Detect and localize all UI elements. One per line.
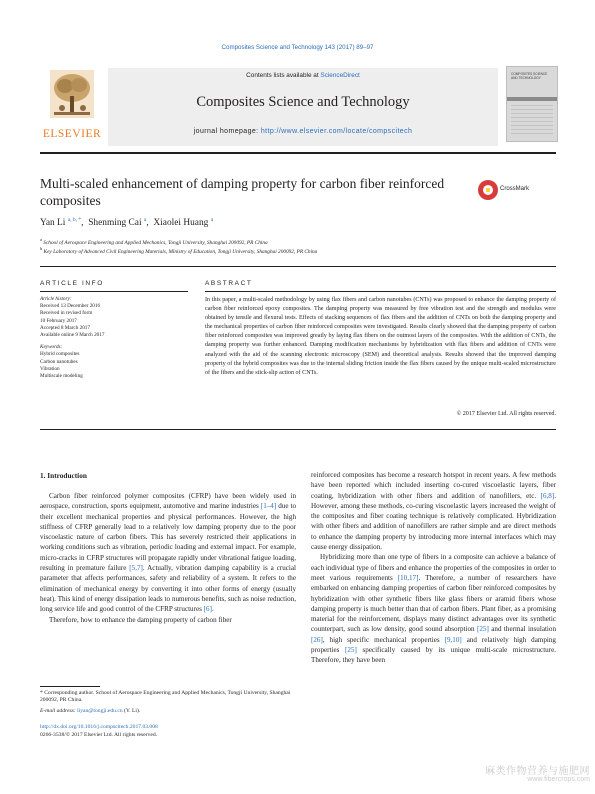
abstract-copyright: © 2017 Elsevier Ltd. All rights reserved.: [456, 411, 556, 417]
affiliation: [40, 246, 317, 255]
cover-band: [507, 97, 557, 101]
citation-link[interactable]: [6]: [203, 605, 212, 614]
cover-title: COMPOSITES SCIENCE AND TECHNOLOGY: [511, 72, 548, 80]
email-label: E-mail address:: [40, 708, 78, 714]
footnote-rule: [40, 686, 100, 687]
author-name[interactable]: Xiaolei Huang: [153, 218, 209, 229]
header-divider: [40, 152, 556, 154]
journal-citation[interactable]: Composites Science and Technology 143 (2017) 89–97: [221, 44, 374, 51]
watermark-text: 麻类作物营养与施肥网: [485, 766, 590, 777]
body-column-right: [311, 470, 556, 666]
citation-link[interactable]: [6,8]: [540, 491, 555, 500]
author-affil-marker[interactable]: a, b, *: [67, 217, 82, 223]
keyword: Multiscale modeling: [40, 373, 83, 380]
homepage-prefix: journal homepage:: [193, 128, 261, 135]
cover-lines: [511, 105, 553, 135]
history-item: 10 February 2017: [40, 317, 77, 324]
keyword: Carbon nanotubes: [40, 358, 78, 365]
citation-link[interactable]: [25]: [476, 625, 489, 634]
affil-marker: b: [40, 246, 43, 251]
author-affil-marker[interactable]: a: [143, 217, 147, 223]
abstract-text: In this paper, a multi-scaled methodology by using flax fibers and carbon nanotubes (CNTs) was proposed to enhance the damping property of carbon fiber reinforced epoxy composites. The damping property was measured by free vibration test and the strength and modulus were obtained by tensile and flexural tests. Effects of stacking sequences of flax fibers and the addition of CNTs on both the damping property and the mechanical properties of carbon fiber reinforced composites were investigated. Results clearly showed that the damping property of carbon fiber reinforced composites was improved greatly by laying flax fibers on the outmost layers of the composites. With the addition of CNTs, the damping property was further enhanced. Damping modification mechanisms by hybridization with flax fibers and addition of CNTs were analyzed with the aid of the scanning electronic microscopy (SEM) and theoretical analysis. Results showed that the improved damping property of the hybrid composites was due to the internal sliding friction inside the flax fibers caused by the unique multi-scaled microstructure of the fibers and the stick-slip action of CNTs.: [205, 297, 556, 376]
email-link[interactable]: liyan@tongji.edu.cn: [77, 708, 123, 714]
author-name[interactable]: Yan Li: [40, 218, 66, 229]
homepage-line: [108, 128, 498, 135]
citation-link[interactable]: [10,17]: [397, 573, 419, 582]
affiliation: [40, 237, 268, 246]
homepage-link[interactable]: http://www.elsevier.com/locate/compscitech: [260, 128, 413, 135]
publisher-name: ELSEVIER: [42, 128, 102, 140]
history-label: Article history:: [40, 296, 72, 302]
doi-line: [40, 724, 158, 731]
footnote-email: E-mail address: liyan@tongji.edu.cn (Y. Li).: [40, 708, 141, 714]
citation-link[interactable]: [26]: [311, 635, 323, 644]
section-heading-introduction: 1. Introduction: [40, 471, 87, 480]
journal-title: Composites Science and Technology: [196, 94, 410, 110]
author-affil-marker[interactable]: a: [210, 217, 214, 223]
affil-marker: a: [40, 237, 42, 242]
watermark-url: www.fibercrops.com: [527, 776, 590, 783]
history-item: Accepted 8 March 2017: [40, 324, 90, 331]
doi-link[interactable]: http://dx.doi.org/10.1016/j.compscitech.2017.03.008: [40, 724, 158, 730]
keyword: Vibration: [40, 365, 60, 372]
citation-link[interactable]: [9,10]: [444, 635, 462, 644]
article-info: [40, 296, 188, 380]
affiliation-divider: [40, 266, 556, 267]
journal-cover-image: [506, 66, 558, 142]
abstract-rule: [205, 291, 556, 292]
sciencedirect-link[interactable]: ScienceDirect: [320, 72, 360, 79]
affiliation-text: Key Laboratory of Advanced Civil Engineering Materials, Ministry of Education, Tongji University, Shanghai 200092, PR China: [43, 248, 318, 255]
journal-header: [108, 68, 498, 146]
author-name[interactable]: Shenming Cai: [88, 218, 142, 229]
keywords-label: Keywords:: [40, 344, 63, 351]
history-item: Received 13 December 2016: [40, 303, 101, 310]
elsevier-logo: [40, 68, 104, 146]
abstract-divider: [40, 429, 556, 430]
keyword: Hybrid composites: [40, 351, 80, 358]
article-info-rule: [40, 291, 188, 292]
issn-line: 0266-3538/© 2017 Elsevier Ltd. All rights reserved.: [40, 732, 158, 738]
elsevier-tree-icon: [50, 70, 94, 118]
crossmark-icon: [478, 180, 498, 200]
history-item: Received in revised form: [40, 310, 93, 317]
article-title: Multi-scaled enhancement of damping property for carbon fiber reinforced composites: [40, 176, 445, 208]
abstract-heading: ABSTRACT: [205, 280, 253, 287]
citation-link[interactable]: [5,7]: [129, 564, 143, 573]
citation-link[interactable]: [1–4]: [260, 502, 277, 511]
body-paragraph: Therefore, how to enhance the damping property of carbon fiber: [49, 615, 232, 624]
affiliation-text: School of Aerospace Engineering and Applied Mechanics, Tongji University, Shanghai 200092, PR China: [43, 239, 268, 246]
body-column-left: [40, 491, 296, 625]
body-paragraph: Hybridizing more than one type of fibers in a composite can achieve a balance of each individual type of fibers and enhance the properties of the composites in order to meet various requirements [10,17]. Therefore, a number of researchers have embarked on enhancing damping properties of carbon fiber reinforced composites by hybridization with other synthetic fibers like glass fibers or aramid fibers whose damping property is much better than that of carbon fibers. Plant fiber, as a promising material for the reinforcement, displays many distinct advantages over its synthetic counterpart, such as low density, good sound absorption [25] and thermal insulation [26], high specific mechanical properties [9,10] and relatively high damping properties [25] specifically caused by its unique multi-scale microstructure. Therefore, they have been: [311, 553, 556, 665]
footnote-corresponding: * Corresponding author. School of Aerospace Engineering and Applied Mechanics, Tongji University, Shanghai 200092, PR China.: [40, 690, 291, 704]
crossmark-badge[interactable]: [478, 180, 558, 202]
body-paragraph: reinforced composites has become a research hotspot in recent years. A few methods have been reported which included inserting co-cured viscoelastic layers, fiber coating, hybridization with other fibers and addition of nanofillers, etc. [6,8]. However, among these methods, co-curing viscoelastic layers increased the weight of the composites and fiber coating technique is relatively complicated. Hybridization with other fibers and addition of nanofillers are rather simple and are direct methods to enhance the damping property by introducing more internal interfaces which may cause energy dissipation.: [311, 471, 556, 552]
contents-prefix: Contents lists available at: [246, 72, 321, 79]
article-info-heading: ARTICLE INFO: [40, 280, 104, 287]
history-item: Available online 9 March 2017: [40, 332, 105, 339]
author-list: Yan Li $^{a, b, *}$, Shenming Cai $^a$, Xiaolei Huang $^a$: [40, 217, 214, 229]
body-paragraph: Carbon fiber reinforced polymer composites (CFRP) have been widely used in aerospace, construction, sports equipment, automotive and marine industries [1–4] due to their excellent mechanical properties and physical performances. However, the high stiffness of CFRP generally lead to a relatively low damping property due to the poor viscoelastic nature of carbon fibers. This has severely restricted their applications in working conditions such as vibration, periodic loading and external impact. For example, micro-cracks in CFRP structures will propagate rapidly under vibrational fatigue loading, resulting in premature failure [5,7]. Actually, vibration damping capability is a crucial parameter that affects performances, safety and reliability of a system. It refers to the elimination of mechanical energy by converting it into other forms of energy (usually heat). This kind of energy dissipation leads to numerous benefits, such as noise reduction, long service life and good control of the CFRP structures [6].: [40, 492, 296, 614]
contents-line: [108, 72, 498, 79]
citation-link[interactable]: [25]: [345, 646, 357, 655]
crossmark-label: CrossMark: [500, 186, 530, 192]
